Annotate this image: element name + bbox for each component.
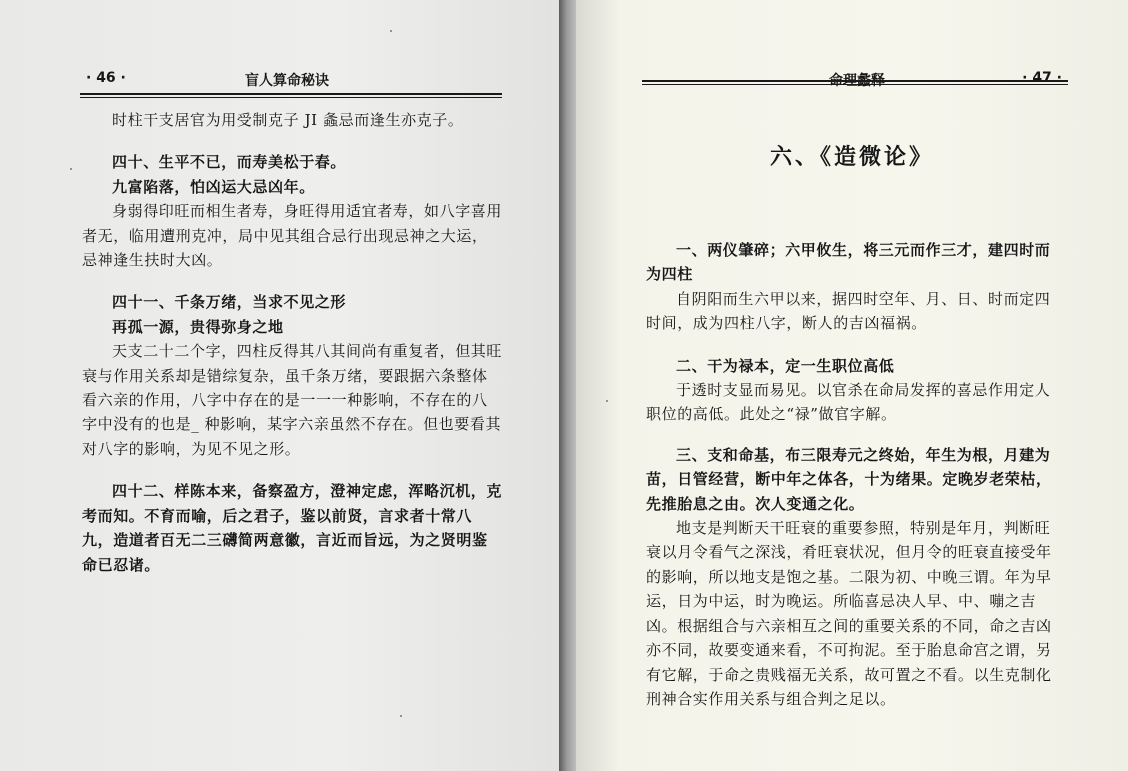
right-running-title: 命理蠡释 bbox=[829, 73, 885, 89]
section-heading: 三、支和命基，布三限寿元之终始，年生为根，月建为苗，日管经营，断中年之体各，十为绪果。定晚岁老荣枯，先推胎息之由。次人变通之化。 bbox=[646, 445, 1052, 513]
chapter-title: 六、《造微论》 bbox=[769, 144, 934, 170]
paragraph: 地支是判断天干旺衰的重要参照，特别是年月，判断旺衰以月令看气之深浅，肴旺衰状况，但月令的旺衰直接受年的影响，所以地支是饱之基。二限为初、中晚三谓。年为早运，日为中运，时为晚运。所临喜忌决人早、中、嘣之吉凶。根据组合与六亲相互之间的重要关系的不同，命之吉凶亦不同，故要变通来看，不可拘泥。至于胎息命宫之谓，另有它解，于命之贵贱福无关系，故可置之不看。以生克制化刑神合实作用关系与组合判之足以。 bbox=[646, 519, 1052, 708]
paragraph: 时柱干支居官为用受制克子 JI 螽忌而逢生亦克子。 bbox=[112, 111, 464, 129]
right-header-rule bbox=[642, 80, 1068, 82]
section-heading: 再孤一源，贵得弥身之地 bbox=[112, 317, 284, 336]
paragraph: 天支二十二个字，四柱反得其八其间尚有重复者，但其旺衰与作用关系却是错综复杂，虽千条万绪，要跟据六条整体看六亲的作用，八字中存在的是一一一种影响，不存在的八字中没有的也是_ 种影响，某字六亲虽然不存在。但也要看其对八字的影响，为见不见之形。 bbox=[82, 342, 503, 458]
section-heading: 四十一、千条万绪，当求不见之形 bbox=[112, 293, 347, 312]
section-heading: 四十、生平不已，而寿美松于春。 bbox=[112, 153, 347, 172]
paragraph: 于透时支显而易见。以官杀在命局发挥的喜忌作用定人职位的高低。此处之“禄”做官字解。 bbox=[646, 381, 1051, 424]
left-running-title: 盲人算命秘诀 bbox=[245, 73, 329, 89]
left-page-body bbox=[82, 108, 502, 577]
right-header-rule-thin bbox=[642, 84, 1068, 85]
paper-speck bbox=[70, 168, 72, 170]
section-heading: 九富陷落，怕凶运大忌凶年。 bbox=[112, 177, 315, 196]
left-page-header bbox=[82, 70, 500, 90]
left-header-rule-thin bbox=[80, 97, 502, 98]
left-page-number: · 46 · bbox=[86, 70, 126, 86]
left-header-rule bbox=[80, 93, 502, 95]
book-gutter bbox=[559, 0, 576, 771]
paragraph: 自阴阳而生六甲以来，据四时空年、月、日、时而定四时间，成为四柱八字，断人的吉凶福祸。 bbox=[646, 289, 1051, 333]
left-page bbox=[0, 0, 559, 771]
right-page-body bbox=[646, 238, 1064, 711]
section-heading: 一、两仪肇碎；六甲攸生，将三元而作三才，建四时而为四柱 bbox=[646, 241, 1051, 284]
paper-speck bbox=[400, 715, 402, 717]
paragraph-bold: 四十二、样陈本来，备察盈方，澄神定虑，浑略沉机，克考而知。不育而喻，后之君子，鉴以前贤，言求者十常八九，造道者百无二三礴简两意徽，言近而旨远，为之贤明鉴命已忍诸。 bbox=[82, 482, 503, 574]
paragraph: 身弱得印旺而相生者寿，身旺得用适宜者寿，如八字喜用者无，临用遭刑克冲，局中见其组合忌行出现忌神之大运，忌神逢生扶时大凶。 bbox=[82, 202, 503, 270]
section-heading: 二、干为禄本，定一生职位高低 bbox=[676, 356, 895, 375]
right-page-number: · 47 · bbox=[1022, 70, 1062, 86]
paper-speck bbox=[606, 400, 608, 402]
right-page bbox=[576, 0, 1128, 771]
paper-speck bbox=[390, 30, 392, 32]
